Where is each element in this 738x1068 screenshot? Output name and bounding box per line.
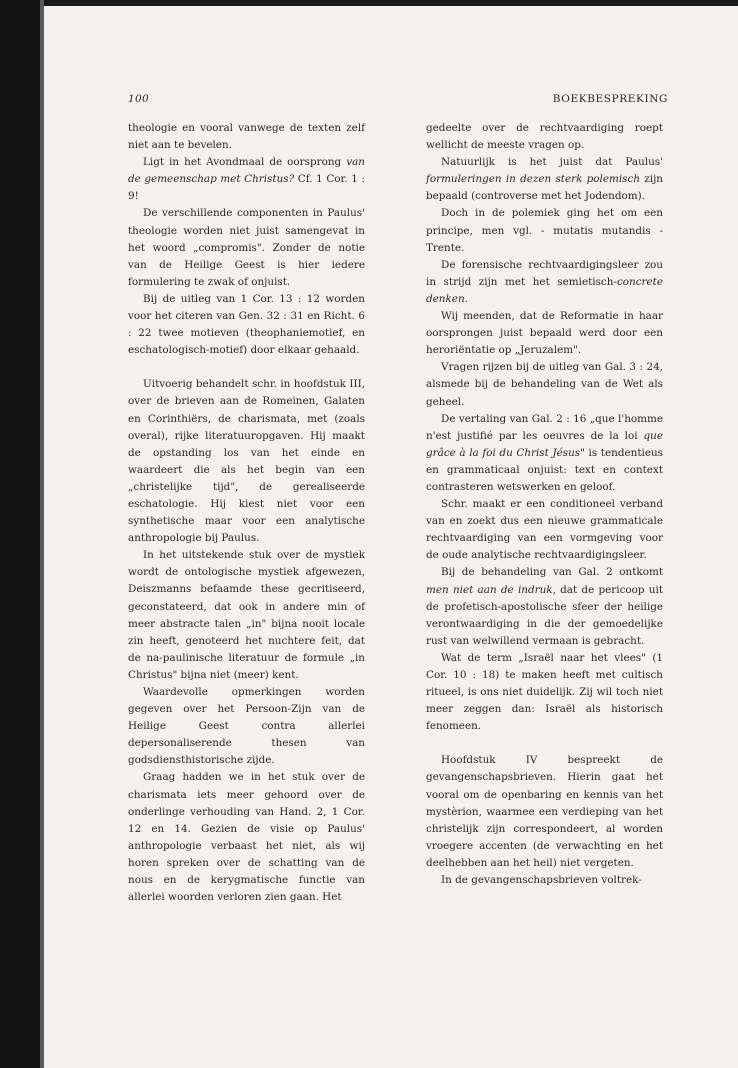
paragraph: Wat de term „Israël naar het vlees" (1 Cor. 10 : 18) te maken heeft met cultisch ritueel, is ons niet duidelijk. Zij wil toch niet meer zeggen dan: Israël als historisch fenomeen. xyxy=(426,651,663,733)
italic-text: men niet aan de indruk xyxy=(426,583,553,596)
paragraph: De verschillende componenten in Paulus' theologie worden niet juist samengevat in het woord „compromis". Zonder de notie van de Heilige Geest is hier iedere formulering te zwak of onjuist. xyxy=(128,207,365,288)
paragraph: In het uitstekende stuk over de mystiek wordt de ontologische mystiek afgewezen, Deiszmanns befaamde these gecritiseerd, geconstateerd, dat ook in andere min of meer abstracte talen „in" bijna nooit locale zin heeft, genoteerd het nuchtere feit, dat de na-paulinische literatuur de formule „in Christus" bijna niet (meer) kent. xyxy=(128,549,365,681)
paragraph: Hoofdstuk IV bespreekt de gevangenschapsbrieven. Hierin gaat het vooral om de openbaring en kennis van het mystèrion, waarmee een verdieping van het christelijk zijn correspondeert, al worden vroegere accenten (de verwachting en het deelhebben aan het heil) niet vergeten. xyxy=(426,754,663,869)
paragraph: Schr. maakt er een conditioneel verband van en zoekt dus een nieuwe grammaticale rechtvaardiging van een vormgeving voor de oude analytische rechtvaardigingsleer. xyxy=(426,498,663,562)
left-column xyxy=(128,120,365,906)
text-run: Cf. 1 Cor. 1 : 9! xyxy=(128,173,365,203)
text-run: Natuurlijk is het juist dat Paulus' xyxy=(441,156,663,169)
paragraph: Doch in de polemiek ging het om een principe, men vgl. - mutatis mutandis - Trente. xyxy=(426,207,663,254)
paragraph: Vragen rijzen bij de uitleg van Gal. 3 : 24, alsmede bij de behandeling van de Wet als geheel. xyxy=(426,361,663,408)
page-number: 100 xyxy=(128,93,149,105)
running-head: BOEKBESPREKING xyxy=(552,93,668,105)
text-run: De forensische rechtvaardigingsleer zou in strijd zijn met het semietisch- xyxy=(426,258,663,288)
text-run: " is tendentieus en grammaticaal onjuist: text en context contrasteren wetswerken en geloof. xyxy=(426,446,663,493)
paragraph xyxy=(128,154,365,205)
paragraph: Graag hadden we in het stuk over de charismata iets meer gehoord over de onderlinge verhouding van Hand. 2, 1 Cor. 12 en 14. Gezien de visie op Paulus' anthropologie verbaast het niet, als wij horen spreken over de schatting van de nous en de kerygmatische functie van allerlei woorden verloren zien gaan. Het xyxy=(128,771,365,904)
paragraph xyxy=(426,564,663,649)
scan-left-edge xyxy=(0,0,40,1068)
paragraph xyxy=(426,257,663,308)
paragraph: Uitvoerig behandelt schr. in hoofdstuk III, over de brieven aan de Romeinen, Galaten en Corinthiërs, de charismata, met (zoals overal), rijke literatuuropgaven. Hij maakt de opstanding los van het einde en waardeert die als het begin van een „christelijke tijd", de gerealiseerde eschatologie. Hij kiest niet voor een synthetische maar voor een analytische anthropologie bij Paulus. xyxy=(128,378,365,545)
paragraph xyxy=(426,411,663,496)
paragraph: Waardevolle opmerkingen worden gegeven over het Persoon-Zijn van de Heilige Geest contra allerlei depersonaliserende thesen van godsdiensthistorische zijde. xyxy=(128,686,365,767)
paragraph: Bij de uitleg van 1 Cor. 13 : 12 worden voor het citeren van Gen. 32 : 31 en Richt. 6 : 22 twee motieven (theophaniemotief, en eschatologisch-motief) door elkaar gehaald. xyxy=(128,292,365,357)
section-gap xyxy=(426,735,663,752)
section-gap xyxy=(128,359,365,376)
italic-text: formuleringen in dezen sterk polemisch xyxy=(426,173,641,186)
paragraph xyxy=(426,154,663,205)
italic-text: que grâce à la foi du Christ Jésus xyxy=(426,429,663,459)
text-run: , dat de pericoop uit de profetisch-apostolische sfeer der heilige verontwaardiging in die der gemoedelijke rust van welwillend vermaan is gebracht. xyxy=(426,583,663,647)
italic-text: concrete denken. xyxy=(426,275,663,305)
text-run: zijn bepaald (controverse met het Jodendom). xyxy=(426,173,663,203)
right-column xyxy=(426,120,663,889)
text-run: De vertaling van Gal. 2 : 16 „que l'homme n'est justifié par les oeuvres de la loi xyxy=(426,412,663,442)
italic-text: van de gemeenschap met Christus? xyxy=(128,156,365,186)
paragraph: In de gevangenschapsbrieven voltrek- xyxy=(441,874,642,887)
paragraph: Wij meenden, dat de Reformatie in haar oorsprongen juist bepaald werd door een heroriëntatie op „Jeruzalem". xyxy=(426,310,663,357)
paragraph: gedeelte over de rechtvaardiging roept wellicht de meeste vragen op. xyxy=(426,122,663,152)
paragraph: theologie en vooral vanwege de texten zelf niet aan te bevelen. xyxy=(128,122,365,152)
text-run: Bij de behandeling van Gal. 2 ontkomt xyxy=(441,566,663,579)
text-run: Ligt in het Avondmaal de oorsprong xyxy=(143,156,347,169)
